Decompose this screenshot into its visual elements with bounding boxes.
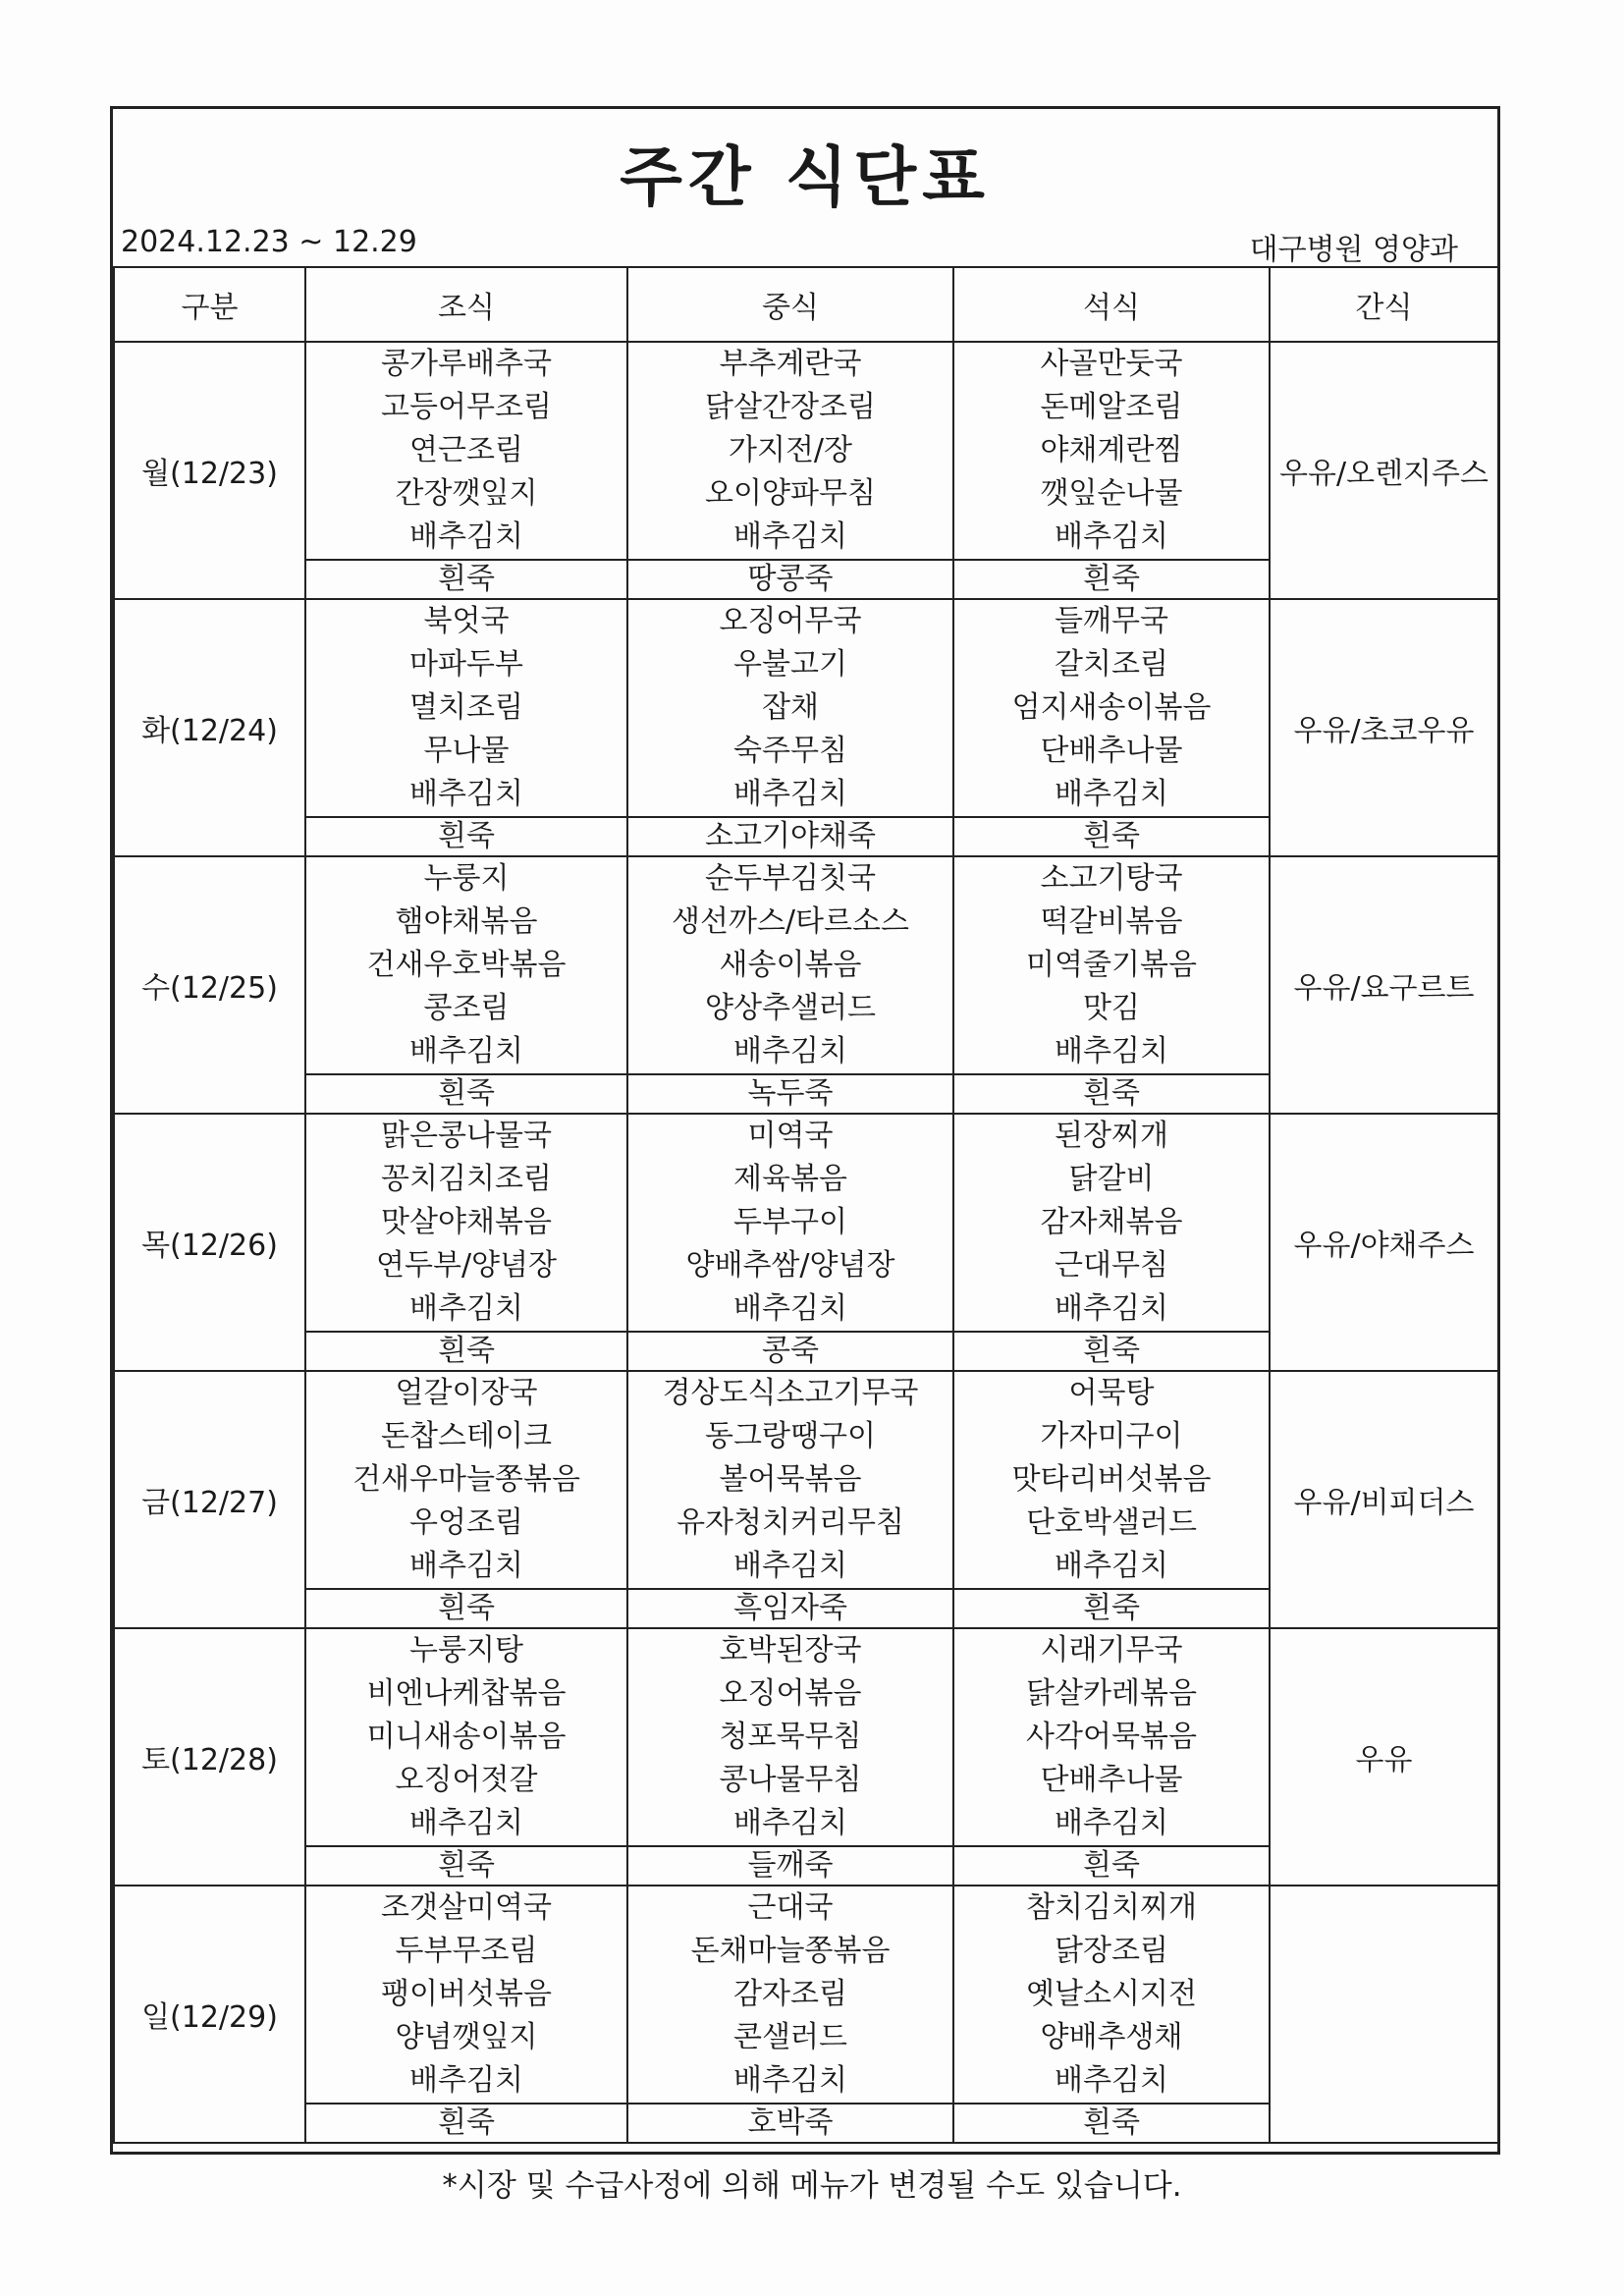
menu-item: 꽁치김치조림 [381,1162,552,1196]
lunch-items [627,1371,953,1589]
breakfast-porridge: 흰죽 [305,1846,627,1886]
menu-item: 닭살카레볶음 [1026,1676,1197,1711]
menu-item: 배추김치 [733,1291,847,1326]
menu-item: 호박된장국 [719,1633,862,1667]
menu-item: 부추계란국 [719,347,862,381]
menu-item: 고등어무조림 [381,390,552,424]
header-dinner: 석식 [953,267,1270,342]
menu-item: 근대무침 [1055,1248,1168,1283]
menu-item: 팽이버섯볶음 [381,1977,552,2011]
menu-item: 미역줄기볶음 [1026,948,1197,982]
breakfast-porridge: 흰죽 [305,1589,627,1628]
snack-cell: 우유/야채주스 [1270,1114,1498,1371]
department-name: 대구병원 영양과 [1249,233,1458,267]
page-title: 주간 식단표 [620,139,991,215]
menu-item: 제육볶음 [733,1162,847,1196]
menu-item: 배추김치 [409,1291,523,1326]
header-lunch: 중식 [627,267,953,342]
lunch-porridge: 소고기야채죽 [627,817,953,856]
menu-item: 배추김치 [409,777,523,811]
menu-item: 유자청치커리무침 [677,1505,904,1540]
breakfast-porridge: 흰죽 [305,1332,627,1371]
day-row [114,856,1498,1074]
menu-item: 엄지새송이볶음 [1011,690,1212,725]
breakfast-items [305,1114,627,1332]
menu-item: 참치김치찌개 [1026,1890,1197,1925]
menu-item: 순두부김칫국 [705,861,876,896]
menu-item: 간장깻잎지 [395,476,538,511]
menu-item: 야채계란찜 [1040,433,1183,467]
breakfast-items [305,342,627,560]
menu-item: 배추김치 [409,1549,523,1583]
menu-item: 배추김치 [409,519,523,554]
menu-item: 배추김치 [733,777,847,811]
menu-item: 잡채 [762,690,819,725]
menu-item: 조갯살미역국 [381,1890,552,1925]
menu-item: 가자미구이 [1040,1419,1183,1453]
header-snack: 간식 [1270,267,1498,342]
menu-item: 경상도식소고기무국 [662,1376,919,1410]
lunch-porridge: 호박죽 [627,2104,953,2143]
dinner-porridge: 흰죽 [953,1074,1270,1114]
menu-item: 배추김치 [409,1806,523,1840]
menu-item: 청포묵무침 [719,1720,862,1754]
dinner-porridge: 흰죽 [953,1846,1270,1886]
menu-item: 마파두부 [409,647,523,682]
menu-item: 배추김치 [733,519,847,554]
header-row [114,267,1498,342]
breakfast-porridge: 흰죽 [305,2104,627,2143]
menu-item: 단호박샐러드 [1026,1505,1197,1540]
menu-item: 닭살간장조림 [705,390,876,424]
menu-item: 맑은콩나물국 [381,1119,552,1153]
menu-item: 콩가루배추국 [381,347,552,381]
menu-item: 연근조림 [409,433,523,467]
menu-item: 연두부/양념장 [376,1248,557,1283]
menu-item: 양배추쌈/양념장 [685,1248,895,1283]
dinner-items [953,599,1270,817]
menu-item: 사골만둣국 [1040,347,1183,381]
day-row [114,1114,1498,1332]
day-row [114,342,1498,560]
menu-item: 동그랑땡구이 [705,1419,876,1453]
breakfast-items [305,599,627,817]
menu-item: 무나물 [423,734,510,768]
menu-item: 닭갈비 [1068,1162,1155,1196]
day-row [114,1628,1498,1846]
breakfast-items [305,1371,627,1589]
menu-item: 가지전/장 [728,433,853,467]
breakfast-items [305,856,627,1074]
menu-item: 두부무조림 [395,1934,538,1968]
menu-item: 어묵탕 [1068,1376,1155,1410]
menu-item: 맛타리버섯볶음 [1011,1462,1212,1497]
menu-item: 배추김치 [1055,777,1168,811]
day-row [114,1886,1498,2104]
menu-item: 깻잎순나물 [1040,476,1183,511]
snack-cell: 우유 [1270,1628,1498,1886]
lunch-porridge: 들깨죽 [627,1846,953,1886]
lunch-items [627,342,953,560]
menu-item: 숙주무침 [733,734,847,768]
dinner-items [953,1114,1270,1332]
menu-item: 맛살야채볶음 [381,1205,552,1239]
menu-item: 누룽지탕 [409,1633,523,1667]
menu-item: 배추김치 [1055,1291,1168,1326]
menu-item: 배추김치 [1055,519,1168,554]
lunch-items [627,856,953,1074]
menu-item: 감자채볶음 [1040,1205,1183,1239]
day-label: 화(12/24) [114,599,305,856]
menu-item: 두부구이 [733,1205,847,1239]
menu-item: 맛김 [1083,991,1140,1025]
menu-item: 갈치조림 [1055,647,1168,682]
dinner-porridge: 흰죽 [953,560,1270,599]
breakfast-items [305,1628,627,1846]
breakfast-porridge: 흰죽 [305,560,627,599]
day-label: 수(12/25) [114,856,305,1114]
menu-item: 오징어젓갈 [395,1763,538,1797]
menu-item: 생선까스/타르소스 [672,904,909,939]
menu-item: 시래기무국 [1040,1633,1183,1667]
menu-item: 오징어볶음 [719,1676,862,1711]
menu-item: 건새우마늘쫑볶음 [352,1462,580,1497]
menu-item: 돈메알조림 [1040,390,1183,424]
lunch-items [627,599,953,817]
day-row [114,599,1498,817]
breakfast-porridge: 흰죽 [305,1074,627,1114]
dinner-items [953,1628,1270,1846]
snack-cell: 우유/요구르트 [1270,856,1498,1114]
dinner-porridge: 흰죽 [953,817,1270,856]
menu-item: 오이양파무침 [705,476,876,511]
footnote: *시장 및 수급사정에 의해 메뉴가 변경될 수도 있습니다. [442,2168,1182,2204]
menu-item: 떡갈비볶음 [1040,904,1183,939]
menu-item: 새송이볶음 [719,948,862,982]
menu-item: 우엉조림 [409,1505,523,1540]
menu-item: 들깨무국 [1055,604,1168,638]
menu-item: 건새우호박볶음 [366,948,567,982]
day-label: 금(12/27) [114,1371,305,1628]
menu-item: 미역국 [747,1119,834,1153]
menu-item: 배추김치 [733,1549,847,1583]
menu-item: 양념깻잎지 [395,2020,538,2054]
menu-item: 얼갈이장국 [395,1376,538,1410]
menu-item: 미니새송이볶음 [366,1720,567,1754]
menu-item: 배추김치 [1055,1034,1168,1068]
snack-cell: 우유/초코우유 [1270,599,1498,856]
day-label: 목(12/26) [114,1114,305,1371]
day-label: 일(12/29) [114,1886,305,2143]
snack-cell: 우유/비피더스 [1270,1371,1498,1628]
menu-item: 누룽지 [423,861,510,896]
header-breakfast: 조식 [305,267,627,342]
menu-item: 단배추나물 [1040,734,1183,768]
dinner-items [953,1886,1270,2104]
menu-sheet [110,106,1500,2155]
menu-item: 단배추나물 [1040,1763,1183,1797]
menu-item: 돈찹스테이크 [381,1419,552,1453]
breakfast-porridge: 흰죽 [305,817,627,856]
header-category: 구분 [114,267,305,342]
dinner-items [953,1371,1270,1589]
menu-item: 배추김치 [1055,1806,1168,1840]
snack-cell: 우유/오렌지주스 [1270,342,1498,599]
menu-item: 배추김치 [1055,2063,1168,2098]
lunch-porridge: 흑임자죽 [627,1589,953,1628]
lunch-items [627,1114,953,1332]
menu-item: 배추김치 [409,1034,523,1068]
menu-item: 옛날소시지전 [1026,1977,1197,2011]
dinner-porridge: 흰죽 [953,1589,1270,1628]
menu-item: 배추김치 [1055,1549,1168,1583]
menu-item: 콩조림 [423,991,510,1025]
menu-item: 볼어묵볶음 [719,1462,862,1497]
menu-item: 북엇국 [423,604,510,638]
menu-item: 돈채마늘쫑볶음 [690,1934,891,1968]
dinner-items [953,856,1270,1074]
menu-item: 배추김치 [733,2063,847,2098]
menu-item: 사각어묵볶음 [1026,1720,1197,1754]
weekly-menu-table [113,266,1499,2144]
lunch-porridge: 콩죽 [627,1332,953,1371]
lunch-items [627,1628,953,1846]
breakfast-items [305,1886,627,2104]
lunch-items [627,1886,953,2104]
date-range: 2024.12.23 ~ 12.29 [121,225,417,259]
menu-item: 양배추생채 [1040,2020,1183,2054]
day-label: 월(12/23) [114,342,305,599]
day-row [114,1371,1498,1589]
menu-item: 우불고기 [733,647,847,682]
menu-item: 멸치조림 [409,690,523,725]
lunch-porridge: 녹두죽 [627,1074,953,1114]
menu-item: 배추김치 [733,1034,847,1068]
menu-item: 된장찌개 [1055,1119,1168,1153]
menu-item: 소고기탕국 [1040,861,1183,896]
menu-item: 배추김치 [409,2063,523,2098]
menu-item: 콩나물무침 [719,1763,862,1797]
dinner-porridge: 흰죽 [953,1332,1270,1371]
menu-item: 감자조림 [733,1977,847,2011]
menu-item: 햄야채볶음 [395,904,538,939]
dinner-items [953,342,1270,560]
snack-cell [1270,1886,1498,2143]
menu-item: 배추김치 [733,1806,847,1840]
menu-item: 근대국 [747,1890,834,1925]
menu-item: 양상추샐러드 [705,991,876,1025]
menu-item: 닭장조림 [1055,1934,1168,1968]
menu-item: 콘샐러드 [733,2020,847,2054]
menu-item: 오징어무국 [719,604,862,638]
menu-item: 비엔나케찹볶음 [366,1676,567,1711]
dinner-porridge: 흰죽 [953,2104,1270,2143]
lunch-porridge: 땅콩죽 [627,560,953,599]
day-label: 토(12/28) [114,1628,305,1886]
